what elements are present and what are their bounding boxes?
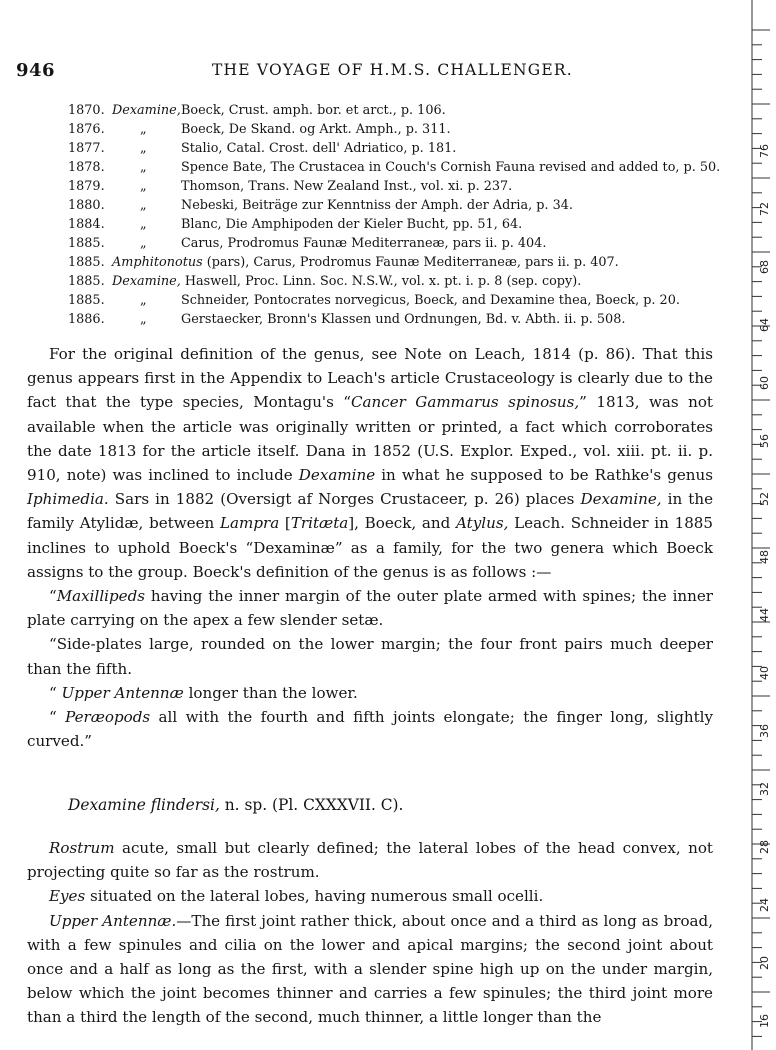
entry-citation: Schneider, Pontocrates norvegicus, Boeck, and Dexamine thea, Boeck, p. 20. [181, 293, 680, 308]
entry-year: 1884. [68, 217, 105, 232]
entry-citation: Nebeski, Beiträge zur Kenntniss der Amph. der Adria, p. 34. [181, 198, 573, 213]
paragraph: Upper Antennæ.—The first joint rather thick, about once and a third as long as broad, with a few spinules and cilia on the lower and apical margins; the second joint about once and a half as long as the first, with a slender spine high up on the under margin, below which the joint becomes thinner and carries a few spinules; the third joint more than a third the length of the second, much thinner, a little longer than the [27, 911, 713, 1027]
ditto-mark: „ [140, 160, 147, 175]
ruler-label: 40 [758, 666, 771, 680]
ruler-label: 24 [758, 898, 771, 912]
measuring-ruler [738, 0, 776, 1050]
ditto-mark: „ [140, 141, 147, 156]
ruler-label: 44 [758, 608, 771, 622]
synonymy-entry [68, 253, 718, 272]
entry-year: 1880. [68, 198, 105, 213]
synonymy-entry [68, 272, 718, 291]
ruler-label: 28 [758, 840, 771, 854]
ditto-mark: „ [140, 236, 147, 251]
entry-year: 1885. [68, 236, 105, 251]
paragraph: For the original definition of the genus, see Note on Leach, 1814 (p. 86). That this genus appears first in the Appendix to Leach's article Crustaceology is clearly due to the fact that the type species, Montagu's “Cancer Gammarus spinosus,” 1813, was not available when the article was originally written or printed, a fact which corroborates the date 1813 for the article itself. Dana in 1852 (U.S. Explor. Exped., vol. xiii. pt. ii. p. 910, note) was inclined to include Dexamine in what he supposed to be Rathke's genus Iphimedia. Sars in 1882 (Oversigt af Norges Crustaceer, p. 26) places Dexamine, in the family Atylidæ, between Lampra [Tritæta], Boeck, and Atylus, Leach. Schneider in 1885 inclines to uphold Boeck's “Dexaminæ” as a family, for the two genera which Boeck assigns to the group. Boeck's definition of the genus is as follows :— [27, 345, 713, 581]
synonymy-entry [68, 158, 721, 177]
species-description [27, 836, 713, 1030]
synonymy-entry [68, 196, 718, 215]
synonymy-entry [68, 177, 718, 196]
entry-genus: Dexamine, [112, 274, 181, 289]
species-plate-ref: n. sp. (Pl. CXXXVII. C). [219, 796, 404, 814]
species-name: Dexamine flindersi, [68, 796, 220, 814]
entry-citation: Haswell, Proc. Linn. Soc. N.S.W., vol. x. pt. i. p. 8 (sep. copy). [180, 274, 582, 289]
genus-discussion [27, 342, 713, 753]
entry-citation: Boeck, De Skand. og Arkt. Amph., p. 311. [181, 122, 451, 137]
ruler-label: 68 [758, 260, 771, 274]
ruler-label: 48 [758, 550, 771, 564]
ruler-label: 56 [758, 434, 771, 448]
quoted-definition: “Side-plates large, rounded on the lower margin; the four front pairs much deeper than the fifth. [27, 635, 713, 678]
ditto-mark: „ [140, 198, 147, 213]
ditto-mark: „ [140, 217, 147, 232]
ruler-label: 20 [758, 956, 771, 970]
entry-citation: Carus, Prodromus Faunæ Mediterraneæ, pars ii. p. 404. [181, 236, 547, 251]
page-number: 946 [16, 60, 56, 81]
entry-year: 1877. [68, 141, 105, 156]
entry-year: 1886. [68, 312, 105, 327]
quoted-definition: “ Upper Antennæ longer than the lower. [49, 683, 358, 702]
entry-citation: Boeck, Crust. amph. bor. et arct., p. 106. [181, 103, 446, 118]
entry-genus: Amphitonotus [112, 255, 203, 270]
synonymy-list [68, 101, 721, 329]
entry-citation: Thomson, Trans. New Zealand Inst., vol. xi. p. 237. [181, 179, 513, 194]
synonymy-entry [68, 234, 718, 253]
ruler-label: 64 [758, 318, 771, 332]
entry-year: 1876. [68, 122, 105, 137]
synonymy-entry [68, 215, 718, 234]
ruler-label: 60 [758, 376, 771, 390]
synonymy-entry [68, 120, 718, 139]
entry-citation: Blanc, Die Amphipoden der Kieler Bucht, pp. 51, 64. [181, 217, 523, 232]
entry-year: 1885. [68, 255, 105, 270]
quoted-definition: “Maxillipeds having the inner margin of the outer plate armed with spines; the inner plate carrying on the apex a few slender setæ. [27, 587, 713, 630]
ditto-mark: „ [140, 179, 147, 194]
ruler-label: 16 [758, 1014, 771, 1028]
ruler-label: 76 [758, 144, 771, 158]
entry-year: 1885. [68, 293, 105, 308]
entry-citation: Spence Bate, The Crustacea in Couch's Cornish Fauna revised and added to, p. 50. [181, 160, 721, 175]
ruler-label: 52 [758, 492, 771, 506]
ditto-mark: „ [140, 293, 147, 308]
synonymy-entry [68, 291, 718, 310]
entry-citation: Gerstaecker, Bronn's Klassen und Ordnungen, Bd. v. Abth. ii. p. 508. [181, 312, 626, 327]
page-header [16, 60, 720, 84]
synonymy-entry [68, 139, 718, 158]
running-title: THE VOYAGE OF H.M.S. CHALLENGER. [212, 61, 573, 79]
ditto-mark: „ [140, 122, 147, 137]
ruler-label: 32 [758, 782, 771, 796]
ditto-mark: „ [140, 312, 147, 327]
entry-genus: Dexamine, [112, 103, 181, 118]
ruler-label: 72 [758, 202, 771, 216]
entry-citation: (pars), Carus, Prodromus Faunæ Mediterraneæ, pars ii. p. 407. [202, 255, 619, 270]
entry-year: 1879. [68, 179, 105, 194]
synonymy-entry [68, 101, 718, 120]
quoted-definition: “ Peræopods all with the fourth and fifth joints elongate; the finger long, slightly curved.” [27, 708, 713, 751]
ruler-label: 36 [758, 724, 771, 738]
entry-year: 1885. [68, 274, 105, 289]
species-heading [68, 796, 403, 814]
paragraph: Eyes situated on the lateral lobes, having numerous small ocelli. [49, 887, 544, 906]
paragraph: Rostrum acute, small but clearly defined; the lateral lobes of the head convex, not projecting quite so far as the rostrum. [27, 839, 713, 882]
entry-year: 1878. [68, 160, 105, 175]
entry-year: 1870. [68, 103, 105, 118]
synonymy-entry [68, 310, 718, 329]
entry-citation: Stalio, Catal. Crost. dell' Adriatico, p. 181. [181, 141, 457, 156]
